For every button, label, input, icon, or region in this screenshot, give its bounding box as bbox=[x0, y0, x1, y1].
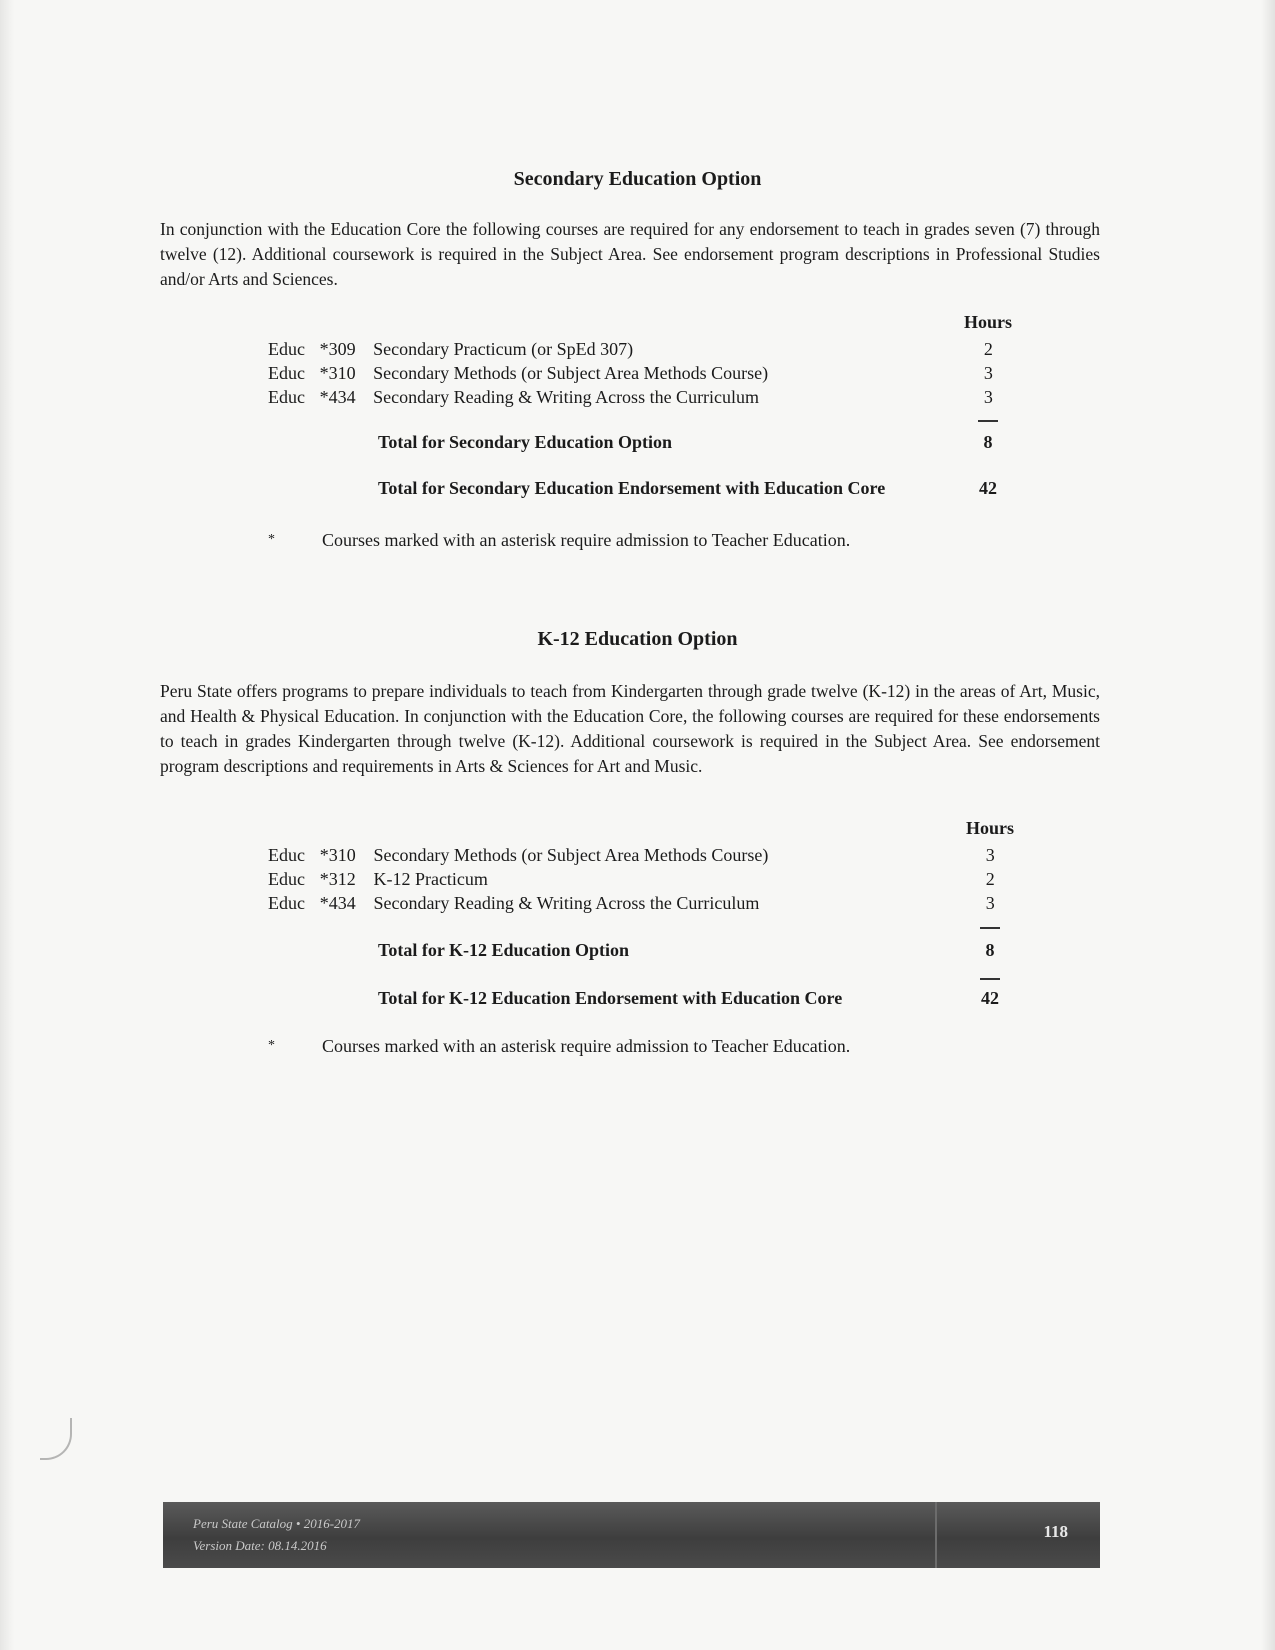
total-option-row bbox=[378, 432, 1028, 453]
course-dept: Educ bbox=[268, 339, 305, 359]
course-dept: Educ bbox=[268, 893, 305, 913]
total-option-label: Total for Secondary Education Option bbox=[378, 432, 673, 452]
course-hours: 2 bbox=[983, 339, 993, 359]
course-title: Secondary Methods (or Subject Area Methods Course) bbox=[373, 363, 769, 383]
total-option-hours: 8 bbox=[985, 940, 995, 960]
footer-catalog: Peru State Catalog • 2016-2017 bbox=[193, 1516, 361, 1531]
section-intro: In conjunction with the Education Core the following courses are required for any endorsement to teach in grades seven (7) through twelve (12). Additional coursework is required in the Subject Area. See endorsement program descriptions in Professional Studies and/or Arts and Sciences. bbox=[160, 219, 1100, 289]
section-title: K-12 Education Option bbox=[537, 628, 738, 650]
footnote-text: Courses marked with an asterisk require admission to Teacher Education. bbox=[322, 530, 851, 550]
course-row bbox=[268, 361, 1028, 385]
total-endorsement-row bbox=[378, 478, 1028, 499]
section-title: Secondary Education Option bbox=[513, 168, 762, 190]
scan-mark bbox=[40, 1418, 72, 1460]
course-title: Secondary Methods (or Subject Area Methods Course) bbox=[373, 845, 769, 865]
course-row bbox=[268, 891, 1030, 915]
course-title: Secondary Reading & Writing Across the Curriculum bbox=[373, 387, 760, 407]
course-number: *434 bbox=[319, 387, 356, 407]
footnote-text: Courses marked with an asterisk require admission to Teacher Education. bbox=[322, 1036, 851, 1056]
total-endorsement-label: Total for K-12 Education Endorsement with Education Core bbox=[378, 988, 843, 1008]
course-dept: Educ bbox=[268, 869, 305, 889]
course-row bbox=[268, 385, 1028, 409]
course-row bbox=[268, 843, 1030, 867]
course-number: *309 bbox=[319, 339, 356, 359]
footnote-asterisk: * bbox=[268, 1038, 275, 1053]
course-hours: 3 bbox=[983, 387, 993, 407]
total-option-hours: 8 bbox=[983, 432, 993, 452]
footnote-asterisk: * bbox=[268, 532, 275, 547]
course-title: Secondary Practicum (or SpEd 307) bbox=[373, 339, 634, 359]
section-intro: Peru State offers programs to prepare individuals to teach from Kindergarten through grade twelve (K-12) in the areas of Art, Music, and Health & Physical Education. In conjunction with the Education Core, the following courses are required for these endorsements to teach in grades Kindergarten through twelve (K-12). Additional coursework is required in the Subject Area. See endorsement program descriptions and requirements in Arts & Sciences for Art and Music. bbox=[160, 681, 1100, 776]
course-title: K-12 Practicum bbox=[373, 869, 488, 889]
footnote bbox=[268, 1036, 850, 1057]
course-hours: 3 bbox=[985, 893, 995, 913]
total-endorsement-hours: 42 bbox=[979, 478, 997, 498]
course-row bbox=[268, 337, 1028, 361]
page-number: 118 bbox=[1043, 1522, 1068, 1541]
footer-divider bbox=[935, 1502, 937, 1568]
page-footer bbox=[163, 1502, 1100, 1568]
course-dept: Educ bbox=[268, 387, 305, 407]
course-dept: Educ bbox=[268, 363, 305, 383]
page-edge-left bbox=[0, 0, 14, 1650]
total-option-row bbox=[378, 940, 1030, 961]
course-number: *312 bbox=[319, 869, 356, 889]
footnote bbox=[268, 530, 850, 551]
course-hours: 2 bbox=[985, 869, 995, 889]
course-number: *434 bbox=[319, 893, 356, 913]
hours-header: Hours bbox=[965, 818, 1014, 838]
footer-version: Version Date: 08.14.2016 bbox=[193, 1538, 327, 1553]
course-hours: 3 bbox=[983, 363, 993, 383]
course-number: *310 bbox=[319, 363, 356, 383]
total-endorsement-label: Total for Secondary Education Endorsement with Education Core bbox=[378, 478, 886, 498]
course-hours: 3 bbox=[985, 845, 995, 865]
course-dept: Educ bbox=[268, 845, 305, 865]
course-title: Secondary Reading & Writing Across the Curriculum bbox=[373, 893, 760, 913]
hours-header: Hours bbox=[963, 312, 1012, 332]
total-endorsement-hours: 42 bbox=[981, 988, 999, 1008]
course-number: *310 bbox=[319, 845, 356, 865]
course-table bbox=[268, 337, 1028, 409]
sum-rule bbox=[980, 927, 1000, 929]
course-row bbox=[268, 867, 1030, 891]
sum-rule bbox=[978, 420, 998, 422]
total-endorsement-row bbox=[378, 988, 1030, 1009]
total-option-label: Total for K-12 Education Option bbox=[378, 940, 630, 960]
sum-rule bbox=[980, 978, 1000, 980]
page-edge-right bbox=[1261, 0, 1275, 1650]
course-table bbox=[268, 843, 1030, 915]
